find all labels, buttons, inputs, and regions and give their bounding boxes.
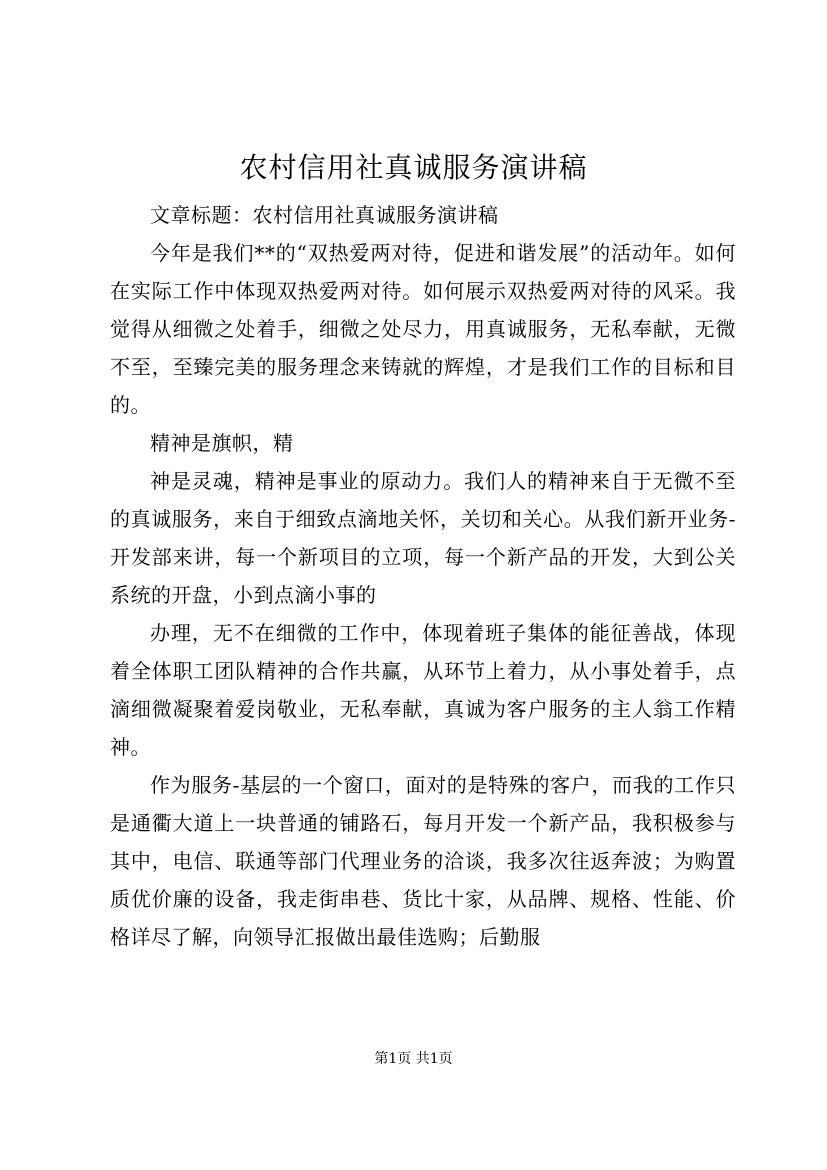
paragraph-handling: 办理，无不在细微的工作中，体现着班子集体的能征善战，体现着全体职工团队精神的合作共赢，从环节上着力，从小事处着手，点滴细微凝聚着爱岗敬业，无私奉献，真诚为客户服务的主人翁工作精神。 xyxy=(110,621,736,759)
paragraph-spirit: 神是灵魂，精神是事业的原动力。我们人的精神来自于无微不至的真诚服务，来自于细致点滴地关怀，关切和关心。从我们新开业务-开发部来讲，每一个新项目的立项，每一个新产品的开发，大到公关系统的开盘，小到点滴小事的 xyxy=(110,469,736,607)
document-body xyxy=(110,196,736,956)
paragraph-service: 作为服务-基层的一个窗口，面对的是特殊的客户，而我的工作只是通衢大道上一块普通的铺路石，每月开发一个新产品，我积极参与其中，电信、联通等部门代理业务的洽谈，我多次往返奔波；为购置质优价廉的设备，我走街串巷、货比十家，从品牌、规格、性能、价格详尽了解，向领导汇报做出最佳选购；后勤服 xyxy=(110,773,736,949)
paragraph-intro: 今年是我们**的“双热爱两对待，促进和谐发展”的活动年。如何在实际工作中体现双热爱两对待。如何展示双热爱两对待的风采。我觉得从细微之处着手，细微之处尽力，用真诚服务，无私奉献，无微不至，至臻完美的服务理念来铸就的辉煌，才是我们工作的目标和目的。 xyxy=(110,241,736,417)
document-title: 农村信用社真诚服务演讲稿 xyxy=(239,151,588,184)
page-footer: 第1页 共1页 xyxy=(374,1051,453,1067)
paragraph-article-title: 文章标题：农村信用社真诚服务演讲稿 xyxy=(150,203,499,227)
paragraph-spirit-heading: 精神是旗帜，精 xyxy=(150,431,294,455)
